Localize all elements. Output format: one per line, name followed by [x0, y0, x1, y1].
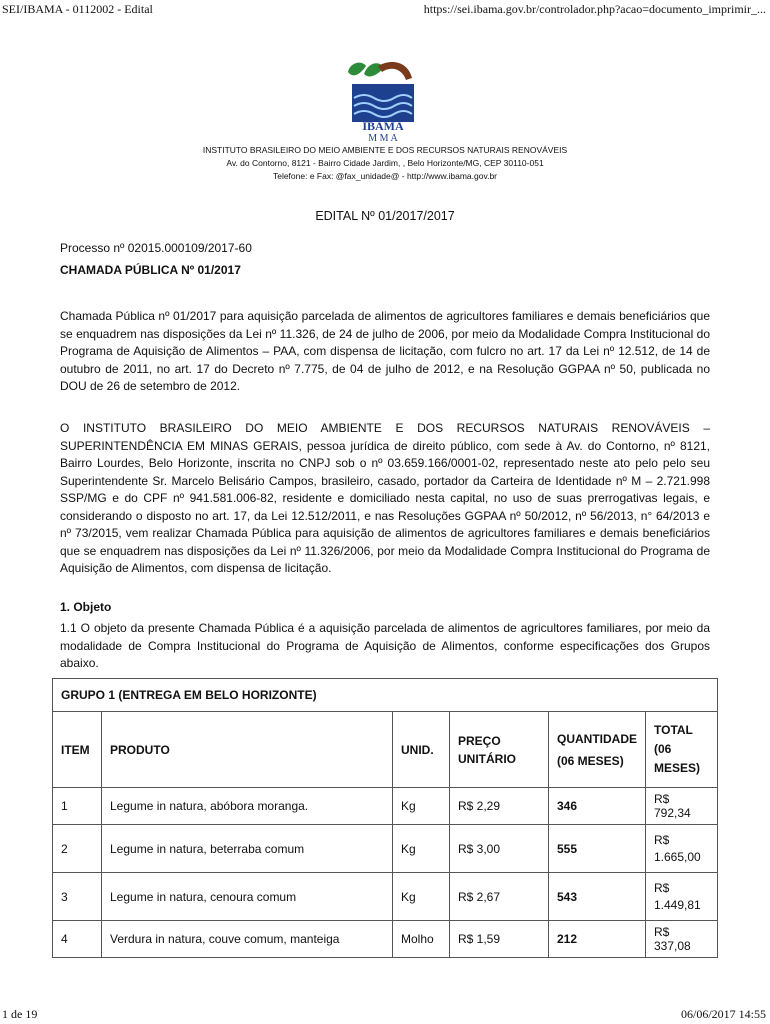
col-header-produto: PRODUTO [102, 712, 393, 788]
col-header-unid: UNID. [393, 712, 450, 788]
cell-produto: Legume in natura, cenoura comum [102, 873, 393, 921]
cell-total [646, 873, 718, 921]
cell-quantidade: 346 [549, 788, 646, 825]
table-row [53, 873, 718, 921]
institution-paragraph: O INSTITUTO BRASILEIRO DO MEIO AMBIENTE E DOS RECURSOS NATURAIS RENOVÁVEIS – SUPERINTENDÊNCIA EM MINAS GERAIS, pessoa jurídica de direito público, com sede à Av. do Contorno, nº 8121, Bairro Lourdes, Belo Horizonte, inscrita no CNPJ sob o nº 03.659.166/0001-02, representado neste ato pelo pelo seu Superintendente Sr. Marcelo Belisário Campos, brasileiro, casado, portador da Carteira de Identidade nº M – 2.721.998 SSP/MG e do CPF nº 941.581.006-82, residente e domiciliado nesta capital, no uso de suas prerrogativas legais, e considerando o disposto no art. 17, da Lei 12.512/2011, e nas Resoluções GGPAA nº 50/2012, nº 56/2013, n° 64/2013 e nº 73/2015, vem realizar Chamada Pública para aquisição de alimentos de agricultores familiares e demais beneficiários que se enquadrem nas disposições da Lei nº 11.326/2006, por meio da Modalidade Compra Institucional do Programa de Aquisição de Alimentos, com dispensa de licitação. [60, 421, 710, 575]
print-timestamp: 06/06/2017 14:55 [680, 1007, 766, 1021]
institution-contact: Telefone: e Fax: @fax_unidade@ - http://www.ibama.gov.br [272, 171, 498, 181]
col-header-item: ITEM [53, 712, 102, 788]
cell-unid: Kg [393, 873, 450, 921]
group-1-table [52, 678, 718, 958]
cell-total [646, 788, 718, 825]
col-header-quantidade [549, 712, 646, 788]
cell-preco: R$ 2,29 [450, 788, 549, 825]
page-count: 1 de 19 [2, 1007, 38, 1021]
cell-total [646, 825, 718, 873]
cell-item: 1 [53, 788, 102, 825]
cell-item: 3 [53, 873, 102, 921]
cell-total-a: R$ [654, 880, 670, 895]
col-header-qtd-line2: (06 MESES) [557, 753, 624, 768]
table-group-row [53, 679, 718, 712]
section-objeto-text: 1.1 O objeto da presente Chamada Pública é a aquisição parcelada de alimentos de agricultores familiares, por meio da modalidade de Compra Institucional do Programa de Aquisição de Alimentos, conforme especificações dos Grupos abaixo. [60, 621, 710, 670]
page-title: EDITAL Nº 01/2017/2017 [315, 209, 455, 223]
cell-unid: Kg [393, 825, 450, 873]
cell-quantidade: 543 [549, 873, 646, 921]
cell-preco: R$ 1,59 [450, 921, 549, 958]
cell-item: 4 [53, 921, 102, 958]
cell-preco: R$ 3,00 [450, 825, 549, 873]
col-header-total-line3: MESES) [654, 761, 701, 775]
processo-number: Processo nº 02015.000109/2017-60 [60, 241, 252, 255]
ibama-logo [340, 58, 430, 144]
logo-green-leaf-left [348, 63, 366, 76]
cell-total [646, 921, 718, 958]
col-header-preco [450, 712, 549, 788]
cell-produto: Verdura in natura, couve comum, manteiga [102, 921, 393, 958]
cell-quantidade: 555 [549, 825, 646, 873]
chamada-heading: CHAMADA PÚBLICA Nº 01/2017 [60, 263, 241, 277]
col-header-total-line1: TOTAL [654, 723, 693, 737]
cell-total-b: 1.449,81 [654, 897, 701, 912]
section-objeto-heading: 1. Objeto [60, 600, 112, 614]
table-header-row [53, 712, 718, 788]
table-row [53, 788, 718, 825]
cell-total-a: R$ 337,08 [654, 925, 691, 953]
cell-total-a: R$ 792,34 [654, 792, 691, 820]
logo-text-main: IBAMA [362, 119, 404, 133]
cell-total-b: 1.665,00 [654, 849, 701, 864]
col-header-qtd-line1: QUANTIDADE [557, 731, 637, 746]
cell-unid: Kg [393, 788, 450, 825]
print-header [2, 2, 766, 16]
cell-quantidade: 212 [549, 921, 646, 958]
cell-item: 2 [53, 825, 102, 873]
print-header-url: https://sei.ibama.gov.br/controlador.php?acao=documento_imprimir_... [423, 2, 766, 16]
print-header-title: SEI/IBAMA - 0112002 - Edital [2, 2, 153, 16]
logo-text-sub: M M A [368, 133, 398, 144]
print-footer [2, 1007, 766, 1022]
institution-block [0, 144, 770, 183]
cell-total-a: R$ [654, 832, 670, 847]
col-header-preco-line2: UNITÁRIO [458, 751, 516, 766]
cell-produto: Legume in natura, beterraba comum [102, 825, 393, 873]
logo-brown-arc [378, 62, 412, 80]
institution-address: Av. do Contorno, 8121 - Bairro Cidade Jardim, , Belo Horizonte/MG, CEP 30110-051 [226, 158, 544, 168]
table-row [53, 825, 718, 873]
cell-unid: Molho [393, 921, 450, 958]
institution-name: INSTITUTO BRASILEIRO DO MEIO AMBIENTE E DOS RECURSOS NATURAIS RENOVÁVEIS [202, 145, 568, 155]
cell-produto: Legume in natura, abóbora moranga. [102, 788, 393, 825]
col-header-total [646, 712, 718, 788]
group-title: GRUPO 1 (ENTREGA EM BELO HORIZONTE) [53, 679, 718, 712]
cell-preco: R$ 2,67 [450, 873, 549, 921]
intro-paragraph: Chamada Pública nº 01/2017 para aquisição parcelada de alimentos de agricultores familiares e demais beneficiários que se enquadrem nas disposições da Lei nº 11.326, de 24 de julho de 2006, por meio da Modalidade Compra Institucional do Programa de Aquisição de Alimentos – PAA, com dispensa de licitação, com fulcro no art. 17 da Lei nº 12.512, de 14 de outubro de 2011, no art. 17 do Decreto nº 7.775, de 04 de julho de 2012, e na Resolução GGPAA nº 50, publicada no DOU de 26 de setembro de 2012. [60, 309, 710, 393]
table-row [53, 921, 718, 958]
col-header-preco-line1: PREÇO [458, 733, 501, 748]
col-header-total-line2: (06 [654, 742, 672, 756]
